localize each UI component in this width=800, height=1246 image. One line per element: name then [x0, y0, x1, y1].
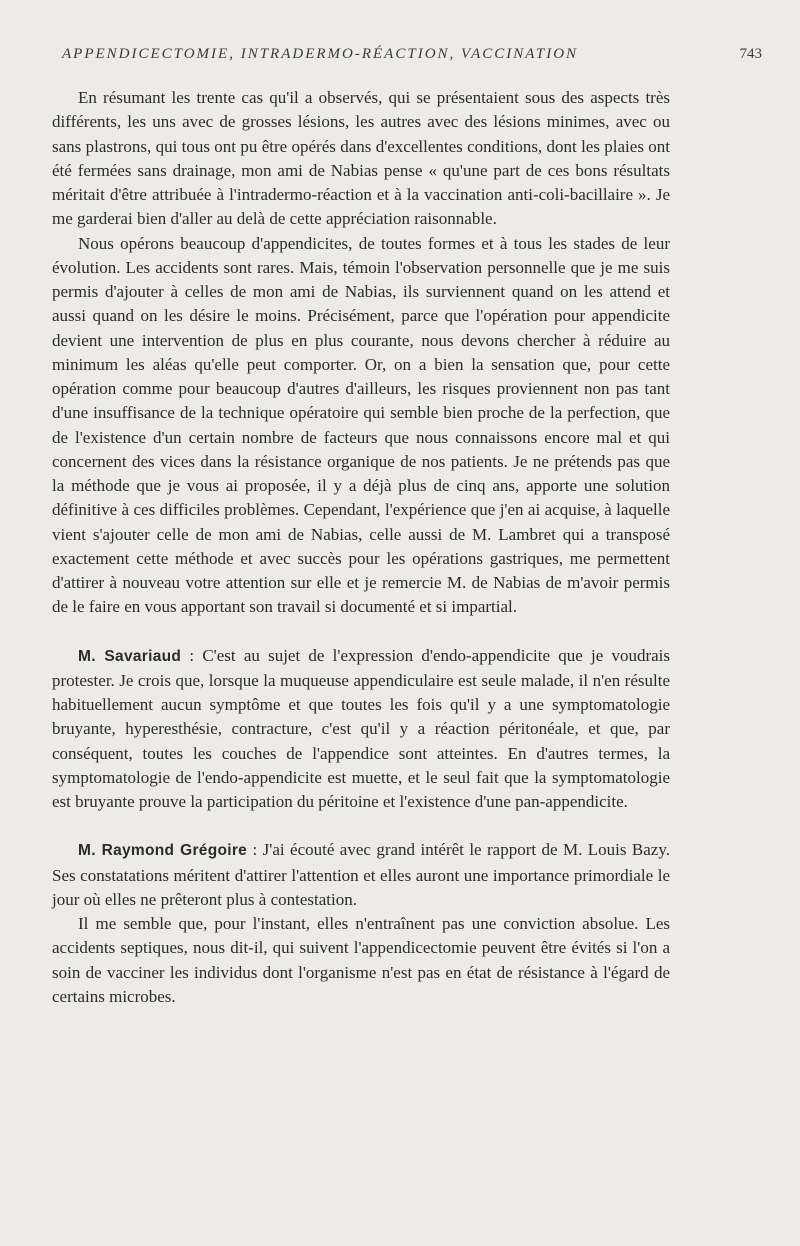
- paragraph-savariaud: [52, 644, 670, 815]
- running-header: [62, 46, 762, 63]
- speaker-name: M. Savariaud: [78, 647, 182, 665]
- speech-text: : C'est au sujet de l'expression d'endo-appendicite que je voudrais protester. Je crois que, lorsque la muqueuse appendiculaire est seule malade, il n'en résulte habituellement aucun symptôme et que toutes les fois qu'il y a une symptomatologie bruyante, hyperesthésie, contracture, c'est qu'il y a réaction péritonéale, et que, par conséquent, toutes les couches de l'appendice sont atteintes. En d'autres termes, la symptomatologie de l'endo-appendicite est muette, et le seul fait que la symptomatologie est bruyante prouve la participation du péritoine et l'existence d'une pan-appendicite.: [52, 645, 670, 811]
- paragraph-1: En résumant les trente cas qu'il a observés, qui se présentaient sous des aspects très différents, les uns avec de grosses lésions, les autres avec des lésions minimes, avec ou sans plastrons, qui tous ont pu être opérés dans d'excellentes conditions, dont les plaies ont été fermées sans drainage, mon ami de Nabias pense « qu'une part de ces bons résultats méritait d'être attribuée à l'intradermo-réaction et à la vaccination anti-coli-bacillaire ». Je me garderai bien d'aller au delà de cette appréciation raisonnable.: [52, 88, 670, 229]
- page-number: 743: [739, 46, 762, 62]
- speech-text: : J'ai écouté avec grand intérêt le rapport de M. Louis Bazy. Ses constatations méritent d'attirer l'attention et elles auront une importance primordiale le jour où elles ne prêteront plus à contestation.: [52, 840, 670, 909]
- paragraph-2: Nous opérons beaucoup d'appendicites, de toutes formes et à tous les stades de leur évolution. Les accidents sont rares. Mais, témoin l'observation personnelle que je me suis permis d'ajouter à celles de mon ami de Nabias, ils surviennent quand on les attend et aussi quand on les désire le moins. Précisément, parce que l'opération pour appendicite devient une intervention de plus en plus courante, nous devons chercher à réduire au minimum les aléas qu'elle peut comporter. Or, on a bien la sensation que, pour cette opération comme pour beaucoup d'autres d'ailleurs, les risques proviennent non pas tant d'une insuffisance de la technique opératoire qui semble bien proche de la perfection, que de l'existence d'un certain nombre de facteurs que nous connaissons encore mal et qui concernent des vices dans la résistance organique de nos patients. Je ne prétends pas que la méthode que je vous ai proposée, il y a déjà plus de cinq ans, apporte une solution définitive à ces difficiles problèmes. Cependant, l'expérience que j'en ai acquise, à laquelle vient s'ajouter celle de mon ami de Nabias, celle aussi de M. Lambret qui a transposé exactement cette méthode et avec succès pour les opérations gastriques, me permettent d'attirer à nouveau votre attention sur elle et je remercie M. de Nabias de m'avoir permis de le faire en vous apportant son travail si documenté et si impartial.: [52, 233, 670, 617]
- paragraph-gregoire: [52, 838, 670, 912]
- running-title: APPENDICECTOMIE, INTRADERMO-RÉACTION, VACCINATION: [62, 46, 579, 62]
- paragraph-5: Il me semble que, pour l'instant, elles n'entraînent pas une conviction absolue. Les accidents septiques, nous dit-il, qui suivent l'appendicectomie peuvent être évités si l'on a soin de vacciner les individus dont l'organisme n'est pas en état de résistance à l'égard de certains microbes.: [52, 914, 670, 1006]
- body-text: [52, 86, 670, 1009]
- speaker-name: M. Raymond Grégoire: [78, 842, 248, 860]
